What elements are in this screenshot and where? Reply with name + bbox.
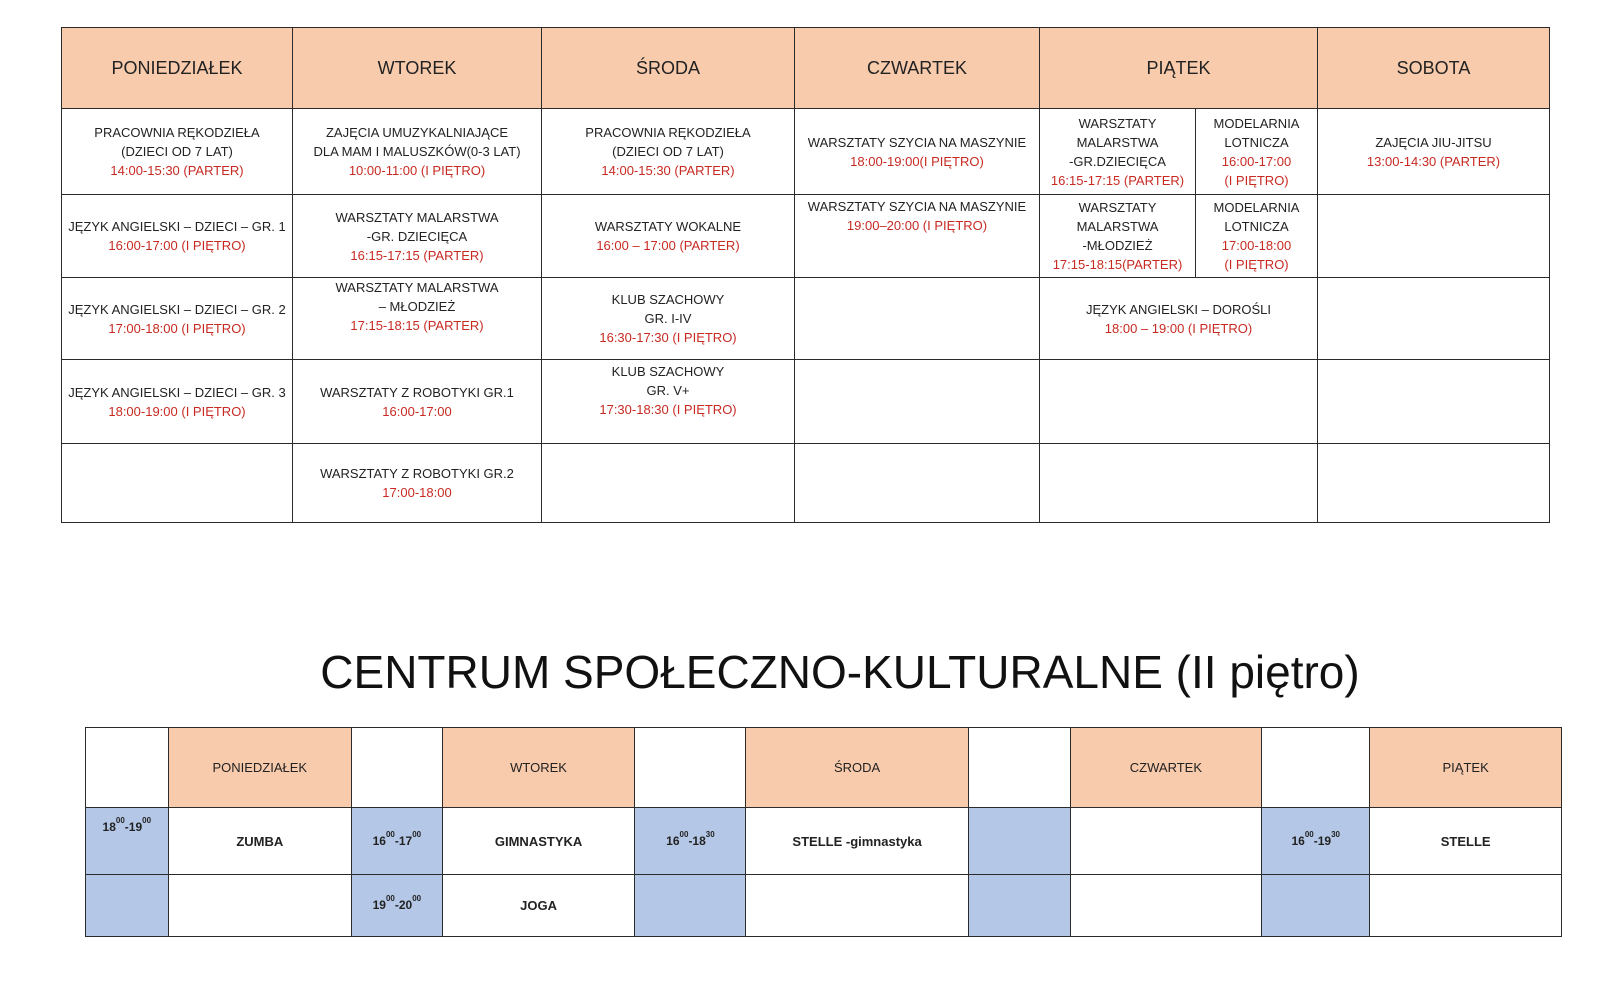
time-cell: $16^{00}-19^{30}$: [1262, 808, 1370, 875]
activity-time: 10:00-11:00 (I PIĘTRO): [348, 163, 486, 178]
schedule-cell: [795, 195, 1040, 278]
activity-cell: ZUMBA: [168, 808, 351, 875]
activity-name: -GR. DZIECIĘCA: [366, 228, 468, 244]
activity-name: ZAJĘCIA UMUZYKALNIAJĄCE: [325, 125, 509, 140]
day-header-saturday: SOBOTA: [1318, 28, 1550, 109]
activity-name: MODELARNIA: [1213, 200, 1300, 215]
schedule-cell: [1196, 109, 1318, 195]
activity-time: 17:00-18:00 (I PIĘTRO): [108, 320, 246, 336]
activity-time: 16:00-17:00 (I PIĘTRO): [108, 238, 246, 253]
activity-time: 19:00–20:00 (I PIĘTRO): [846, 218, 988, 233]
day-header-thursday: CZWARTEK: [795, 28, 1040, 109]
table-row: [86, 875, 1562, 937]
activity-time: 18:00-19:00 (I PIĘTRO): [108, 403, 246, 419]
schedule-cell: [795, 444, 1040, 523]
schedule-cell: [542, 278, 795, 360]
schedule-cell: [542, 444, 795, 523]
activity-time: 18:00-19:00(I PIĘTRO): [850, 153, 984, 169]
day-header-tuesday: WTOREK: [293, 28, 542, 109]
activity-name: PRACOWNIA RĘKODZIEŁA: [585, 125, 751, 140]
time-header-cell: [635, 728, 746, 808]
schedule-cell: [293, 109, 542, 195]
table-row: [62, 195, 1550, 278]
schedule-cell: [1040, 195, 1196, 278]
time-cell: $16^{00}-18^{30}$: [635, 808, 746, 875]
activity-name: GR. I-IV: [644, 311, 692, 326]
day-header-wednesday: ŚRODA: [746, 728, 968, 808]
table-row: [62, 444, 1550, 523]
schedule-cell: [1318, 360, 1550, 444]
schedule-cell: [795, 278, 1040, 360]
time-cell: [635, 875, 746, 937]
schedule-cell: [293, 278, 542, 360]
schedule-cell: [542, 360, 795, 444]
activity-name: PRACOWNIA RĘKODZIEŁA: [94, 125, 260, 140]
activity-name: WARSZTATY Z ROBOTYKI GR.1: [320, 384, 514, 400]
schedule-cell: [293, 360, 542, 444]
activity-location: (I PIĘTRO): [1224, 172, 1289, 188]
activity-time: 14:00-15:30 (PARTER): [601, 163, 735, 178]
time-header-cell: [1262, 728, 1370, 808]
activity-name: WARSZTATY MALARSTWA: [335, 209, 499, 225]
table-row: [62, 360, 1550, 444]
activity-cell: STELLE -gimnastyka: [746, 808, 968, 875]
activity-name: (DZIECI OD 7 LAT): [121, 144, 233, 159]
activity-name: LOTNICZA: [1224, 219, 1289, 234]
day-header-thursday: CZWARTEK: [1070, 728, 1262, 808]
day-header-friday: PIĄTEK: [1040, 28, 1318, 109]
activity-name: WARSZTATY SZYCIA NA MASZYNIE: [807, 199, 1027, 214]
schedule-header-row: [62, 28, 1550, 109]
activity-name: JĘZYK ANGIELSKI – DZIECI – GR. 3: [68, 384, 286, 400]
activity-name: DLA MAM I MALUSZKÓW(0-3 LAT): [313, 144, 521, 159]
schedule-cell: [1196, 195, 1318, 278]
activity-name: ZAJĘCIA JIU-JITSU: [1375, 134, 1492, 150]
activity-time: 16:15-17:15 (PARTER): [1050, 172, 1185, 188]
activity-cell: [168, 875, 351, 937]
activity-name: -MŁODZIEŻ: [1082, 238, 1153, 253]
activity-cell: JOGA: [442, 875, 635, 937]
schedule-header-row: [86, 728, 1562, 808]
day-header-monday: PONIEDZIAŁEK: [168, 728, 351, 808]
schedule-cell: [1318, 278, 1550, 360]
weekly-schedule-table: [61, 27, 1550, 523]
schedule-cell: [62, 444, 293, 523]
activity-time: 16:30-17:30 (I PIĘTRO): [599, 330, 737, 345]
activity-cell: [746, 875, 968, 937]
schedule-cell: [1040, 109, 1196, 195]
activity-time: 14:00-15:30 (PARTER): [110, 163, 244, 178]
schedule-cell: [62, 360, 293, 444]
activity-name: WARSZTATY SZYCIA NA MASZYNIE: [807, 134, 1027, 150]
activity-location: (I PIĘTRO): [1224, 257, 1289, 272]
schedule-cell: [1318, 444, 1550, 523]
activity-name: – MŁODZIEŻ: [378, 299, 456, 314]
activity-name: KLUB SZACHOWY: [611, 292, 725, 307]
time-cell: [86, 875, 169, 937]
activity-time: 13:00-14:30 (PARTER): [1366, 153, 1501, 169]
schedule-cell: [293, 444, 542, 523]
activity-name: JĘZYK ANGIELSKI – DOROŚLI: [1086, 301, 1271, 317]
time-cell: [968, 875, 1070, 937]
activity-time: 17:15-18:15(PARTER): [1052, 257, 1183, 272]
day-header-friday: PIĄTEK: [1370, 728, 1562, 808]
time-cell: $16^{00}-17^{00}$: [352, 808, 443, 875]
time-cell: $19^{00}-20^{00}$: [352, 875, 443, 937]
activity-name: WARSZTATY: [1078, 200, 1157, 215]
activity-name: JĘZYK ANGIELSKI – DZIECI – GR. 2: [68, 301, 286, 317]
activity-time: 16:00 – 17:00 (PARTER): [596, 238, 740, 253]
activity-time: 17:00-18:00: [1221, 238, 1292, 253]
schedule-cell: [62, 195, 293, 278]
schedule-cell: [1040, 278, 1318, 360]
section-title: CENTRUM SPOŁECZNO-KULTURALNE (II piętro): [320, 646, 1360, 698]
activity-name: WARSZTATY WOKALNE: [594, 219, 742, 234]
schedule-cell: [542, 195, 795, 278]
activity-time: 18:00 – 19:00 (I PIĘTRO): [1104, 320, 1253, 336]
activity-cell: [1370, 875, 1562, 937]
activity-time: 17:00-18:00: [382, 485, 452, 500]
time-header-cell: [352, 728, 443, 808]
schedule-cell: [1040, 444, 1318, 523]
activity-name: MALARSTWA: [1076, 134, 1159, 150]
activity-name: WARSZTATY Z ROBOTYKI GR.2: [320, 466, 514, 481]
day-header-monday: PONIEDZIAŁEK: [62, 28, 293, 109]
activity-name: LOTNICZA: [1224, 134, 1289, 150]
activity-cell: GIMNASTYKA: [442, 808, 635, 875]
activity-cell: [1070, 875, 1262, 937]
activity-cell: [1070, 808, 1262, 875]
time-cell: $18^{00}-19^{00}$: [86, 808, 169, 875]
activity-time: 16:15-17:15 (PARTER): [350, 247, 484, 263]
activity-name: WARSZTATY MALARSTWA: [335, 280, 499, 295]
activity-name: WARSZTATY: [1078, 115, 1157, 131]
schedule-cell: [62, 109, 293, 195]
day-header-wednesday: ŚRODA: [542, 28, 795, 109]
schedule-cell: [542, 109, 795, 195]
activity-name: MODELARNIA: [1213, 115, 1300, 131]
schedule-cell: [1318, 109, 1550, 195]
time-cell: [1262, 875, 1370, 937]
activity-name: JĘZYK ANGIELSKI – DZIECI – GR. 1: [68, 219, 286, 234]
activity-name: KLUB SZACHOWY: [611, 364, 725, 379]
schedule-cell: [1040, 360, 1318, 444]
activity-name: (DZIECI OD 7 LAT): [612, 144, 724, 159]
schedule-cell: [62, 278, 293, 360]
activity-time: 17:15-18:15 (PARTER): [350, 318, 484, 333]
activity-name: MALARSTWA: [1076, 219, 1159, 234]
schedule-cell: [293, 195, 542, 278]
activity-time: 16:00-17:00: [382, 403, 452, 419]
schedule-cell: [1318, 195, 1550, 278]
activity-time: 16:00-17:00: [1221, 153, 1292, 169]
time-header-cell: [86, 728, 169, 808]
table-row: [86, 808, 1562, 875]
day-header-tuesday: WTOREK: [442, 728, 635, 808]
schedule-cell: [795, 360, 1040, 444]
activity-name: GR. V+: [646, 383, 690, 398]
table-row: [62, 109, 1550, 195]
table-row: [62, 278, 1550, 360]
activity-name: -GR.DZIECIĘCA: [1069, 153, 1166, 169]
schedule-cell: [795, 109, 1040, 195]
activity-time: 17:30-18:30 (I PIĘTRO): [599, 402, 737, 417]
community-center-schedule-table: [85, 727, 1562, 937]
time-header-cell: [968, 728, 1070, 808]
activity-cell: STELLE: [1370, 808, 1562, 875]
time-cell: [968, 808, 1070, 875]
